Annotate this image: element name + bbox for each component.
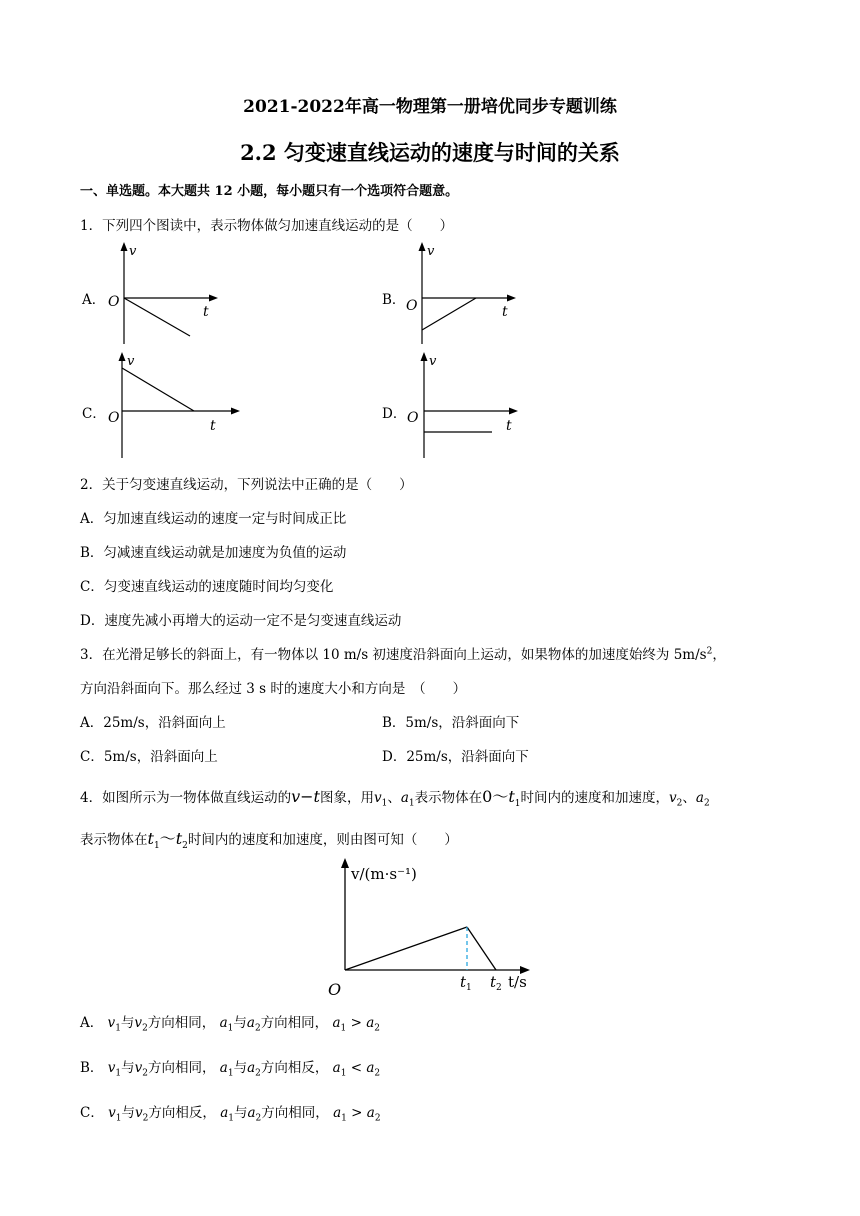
q1-graph-b — [398, 240, 528, 350]
q4-text-1: 4．如图所示为一物体做直线运动的 — [80, 790, 292, 806]
q1c-origin: O — [108, 410, 120, 426]
q1d-origin: O — [407, 410, 419, 426]
q1-graph-d — [400, 350, 530, 462]
q1d-t-label: t — [506, 418, 512, 434]
q4-text-5: 表示物体在 — [80, 832, 148, 848]
q3-stem-line1 — [80, 643, 726, 663]
q1-graph-a — [100, 240, 230, 350]
q4-stem-line1: 4．如图所示为一物体做直线运动的v−t图象，用$v_1$、$a_1$表示物体在$0\sim t_1$时间内的速度和加速度，$v_2$、$a_2$ — [80, 787, 710, 810]
q4-t2-label: $t_2$ — [490, 973, 502, 993]
q4-option-c: C． $v_1$与$v_2$方向相反， $a_1$与$a_2$方向相同， $a_1 > a_2$ — [80, 1105, 381, 1124]
q3-stem-text: 3．在光滑足够长的斜面上，有一物体以 10 m/s 初速度沿斜面向上运动，如果物体的加速度始终为 5m/s — [80, 647, 707, 663]
q3-option-a: A．25m/s，沿斜面向上 — [80, 715, 226, 731]
q2-option-c: C．匀变速直线运动的速度随时间均匀变化 — [80, 579, 334, 595]
q4-y-axis-label: v/(m·s⁻¹) — [351, 865, 417, 883]
q2-option-a: A．匀加速直线运动的速度一定与时间成正比 — [80, 511, 347, 527]
q1b-v-label: v — [427, 244, 435, 259]
q1a-origin: O — [108, 294, 120, 310]
q3-option-d: D．25m/s，沿斜面向下 — [382, 749, 529, 765]
q3-option-b: B．5m/s，沿斜面向下 — [382, 715, 520, 731]
document-title: 2021-2022年高一物理第一册培优同步专题训练 — [243, 97, 617, 117]
q4-vt-graph — [320, 855, 550, 1000]
q3-option-c: C．5m/s，沿斜面向上 — [80, 749, 218, 765]
q1-stem: 1．下列四个图读中，表示物体做匀加速直线运动的是（ ） — [80, 218, 454, 234]
q1c-t-label: t — [210, 418, 216, 434]
q4-segment-2 — [467, 927, 496, 970]
q4-stem-line2: 表示物体在$t_1\sim t_2$时间内的速度和加速度，则由图可知（ ） — [80, 829, 458, 852]
q4-segment-1 — [345, 927, 467, 970]
q1-option-c-label: C． — [82, 406, 106, 422]
q4-text-4: 时间内的速度和加速度， — [520, 790, 669, 806]
q1a-t-label: t — [203, 304, 209, 320]
q4-option-a: A． $v_1$与$v_2$方向相同， $a_1$与$a_2$方向相同， $a_1 > a_2$ — [80, 1015, 380, 1034]
q1-option-d-label: D． — [382, 406, 407, 422]
q3-stem-line2: 方向沿斜面向下。那么经过 3 s 时的速度大小和方向是 （ ） — [80, 681, 467, 697]
q4-t1-label: $t_1$ — [460, 973, 472, 993]
document-subtitle: 2.2 匀变速直线运动的速度与时间的关系 — [240, 140, 620, 165]
q4-option-b: B． $v_1$与$v_2$方向相同， $a_1$与$a_2$方向相反， $a_1 < a_2$ — [80, 1060, 381, 1079]
q4-vt-symbol: v−t — [291, 787, 320, 806]
q1a-v-label: v — [129, 244, 137, 259]
q4-origin: O — [328, 980, 342, 999]
q1d-v-label: v — [429, 354, 437, 369]
q3-comma: ， — [712, 647, 726, 663]
q2-stem: 2．关于匀变速直线运动，下列说法中正确的是（ ） — [80, 477, 413, 493]
q1b-t-label: t — [502, 304, 508, 320]
q2-option-b: B．匀减速直线运动就是加速度为负值的运动 — [80, 545, 347, 561]
q4-text-6: 时间内的速度和加速度，则由图可知（ ） — [187, 832, 458, 848]
q3-exponent: 2 — [706, 646, 713, 657]
q4-text-3: 表示物体在 — [414, 790, 483, 806]
q1-option-a-label: A． — [82, 292, 106, 308]
q4-x-axis-label: t/s — [508, 973, 527, 991]
q4-text-2: 图象，用 — [319, 790, 374, 806]
q2-option-d: D．速度先减小再增大的运动一定不是匀变速直线运动 — [80, 613, 402, 629]
q1c-v-label: v — [127, 354, 135, 369]
q1-graph-c — [98, 350, 248, 462]
q1-option-b-label: B． — [382, 292, 406, 308]
section-heading: 一、单选题。本大题共 12 小题，每小题只有一个选项符合题意。 — [80, 184, 459, 199]
q1b-origin: O — [406, 298, 418, 314]
